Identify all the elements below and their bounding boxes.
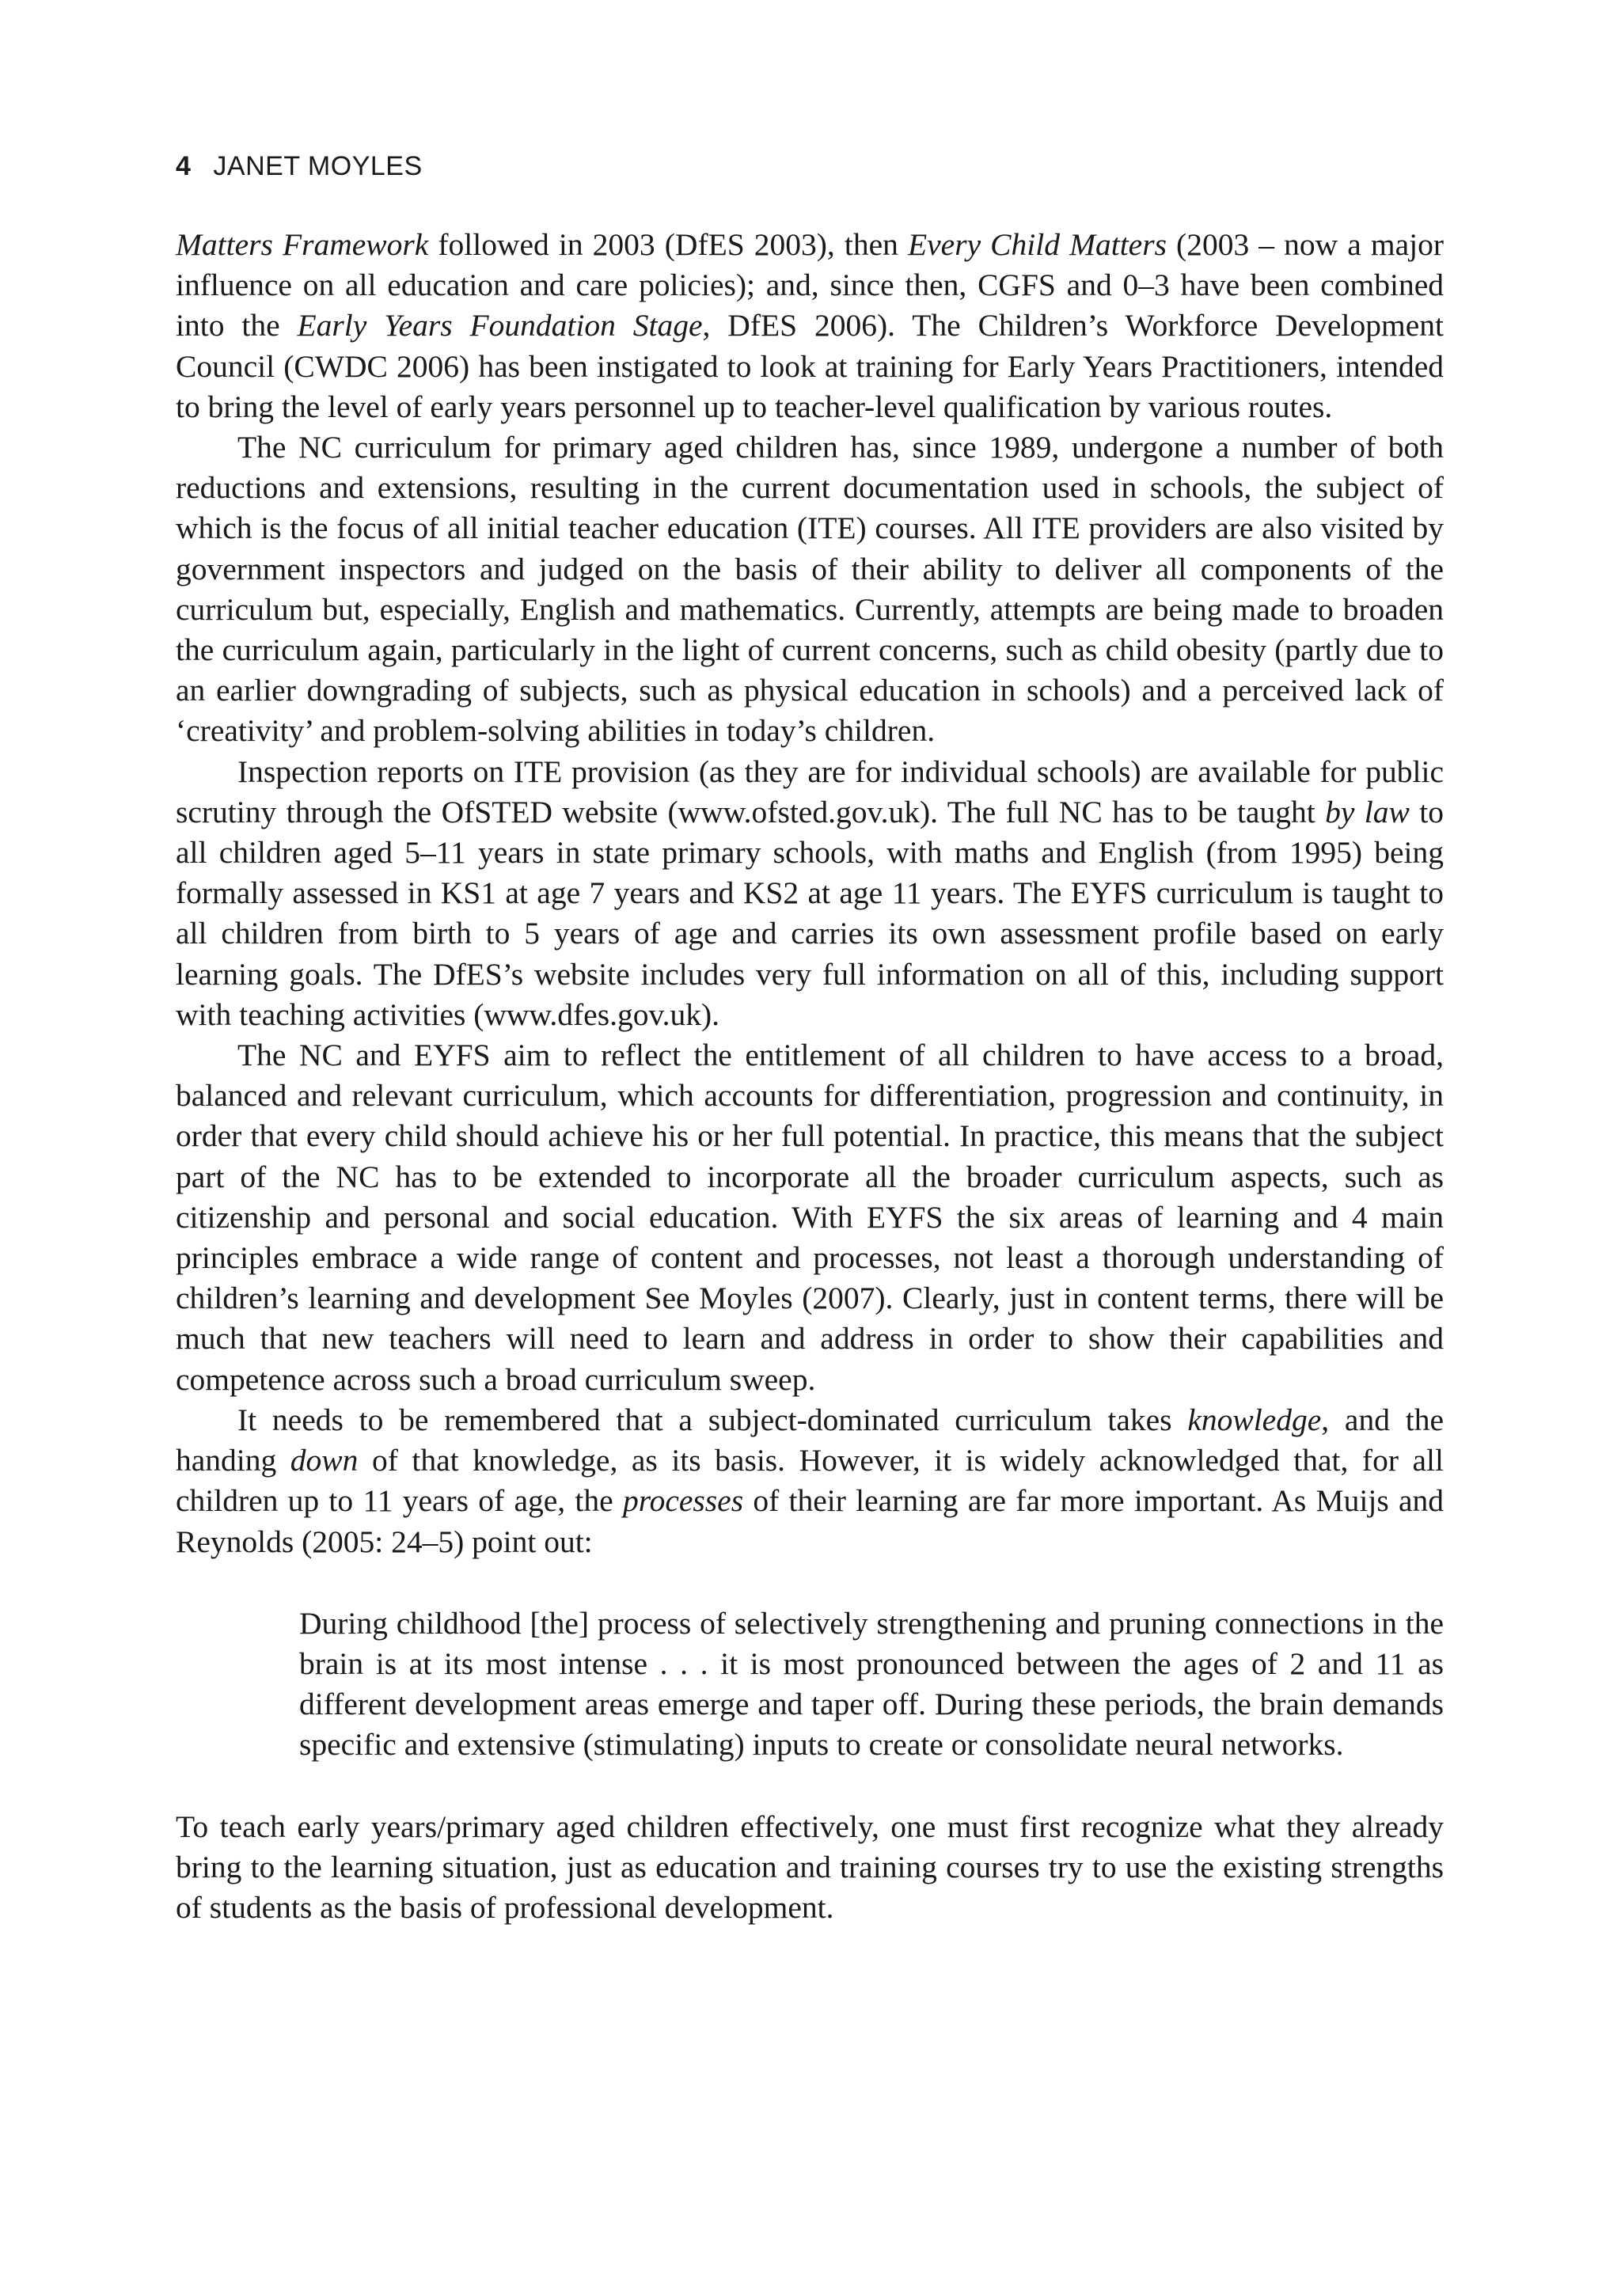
block-quote [299,1603,1444,1766]
italic-knowledge: knowledge [1187,1402,1322,1437]
paragraph-5-text-4: of their learning are far more important. As Muijs and Reynolds (2005: 24–5) point out: [176,1483,1444,1559]
paragraph-5 [176,1400,1444,1562]
paragraph-1-text-1: followed in 2003 (DfES 2003), then [428,227,908,262]
paragraph-3 [176,752,1444,1035]
running-head-author: JANET MOYLES [213,151,423,181]
paragraph-6: To teach early years/primary aged children effectively, one must first recognize what they already bring to the learning situation, just as education and training courses try to use the existing strengths of students as the basis of professional development. [176,1808,1444,1925]
running-head [176,150,423,182]
italic-down: down [290,1443,359,1478]
paragraph-5-text-1: It needs to be remembered that a subject-dominated curriculum takes [237,1402,1188,1437]
italic-eyfs-title: Early Years Foundation Stage [297,308,703,343]
paragraph-5-text-3: of that knowledge, as its basis. However, it is widely acknowledged that, for all children up to 11 years of age, the [176,1443,1444,1519]
paragraph-4: The NC and EYFS aim to reflect the entitlement of all children to have access to a broad, balanced and relevant curriculum, which accounts for differentiation, progression and continuity, in order that every child should achieve his or her full potential. In practice, this means that the subject part of the NC has to be extended to incorporate all the broader curriculum aspects, such as citizenship and personal and social education. With EYFS the six areas of learning and 4 main principles embrace a wide range of content and processes, not least a thorough understanding of children’s learning and development See Moyles (2007). Clearly, just in content terms, there will be much that new teachers will need to learn and address in order to show their capabilities and competence across such a broad curriculum sweep. [176,1038,1444,1397]
italic-framework-title: Matters Framework [176,227,429,262]
page-number: 4 [176,151,192,181]
paragraph-1-text-2: (2003 – now a major influence on all education and care policies); and, since then, CGFS and 0–3 have been combined into the [176,227,1444,343]
italic-processes: processes [622,1483,744,1519]
paragraph-1 [176,225,1444,427]
block-quote-text: During childhood [the] process of selectively strengthening and pruning connections in the brain is at its most intense . . . it is most pronounced between the ages of 2 and 11 as different development areas emerge and taper off. During these periods, the brain demands specific and extensive (stimulating) inputs to create or consolidate neural networks. [299,1605,1444,1763]
paragraph-5-text-2: , and the handing [176,1402,1444,1478]
paragraph-2: The NC curriculum for primary aged children has, since 1989, undergone a number of both reductions and extensions, resulting in the current documentation used in schools, the subject of which is the focus of all initial teacher education (ITE) courses. All ITE providers are also visited by government inspectors and judged on the basis of their ability to deliver all components of the curriculum but, especially, English and mathematics. Currently, attempts are being made to broaden the curriculum again, particularly in the light of current concerns, such as child obesity (partly due to an earlier downgrading of subjects, such as physical education in schools) and a perceived lack of ‘creativity’ and problem-solving abilities in today’s children. [176,430,1444,749]
italic-by-law: by law [1325,794,1410,829]
italic-every-child-matters: Every Child Matters [908,227,1167,262]
paragraph-3-text-1: Inspection reports on ITE provision (as they are for individual schools) are available for public scrutiny through the OfSTED website (www.ofsted.gov.uk). The full NC has to be taught [176,753,1444,829]
body-text [176,225,1444,1928]
paragraph-1-text-3: , DfES 2006). The Children’s Workforce Development Council (CWDC 2006) has been instigated to look at training for Early Years Practitioners, intended to bring the level of early years personnel up to teacher-level qualification by various routes. [176,308,1444,424]
paragraph-3-text-2: to all children aged 5–11 years in state primary schools, with maths and English (from 1995) being formally assessed in KS1 at age 7 years and KS2 at age 11 years. The EYFS curriculum is taught to all children from birth to 5 years of age and carries its own assessment profile based on early learning goals. The DfES’s website includes very full information on all of this, including support with teaching activities (www.dfes.gov.uk). [176,794,1444,1032]
